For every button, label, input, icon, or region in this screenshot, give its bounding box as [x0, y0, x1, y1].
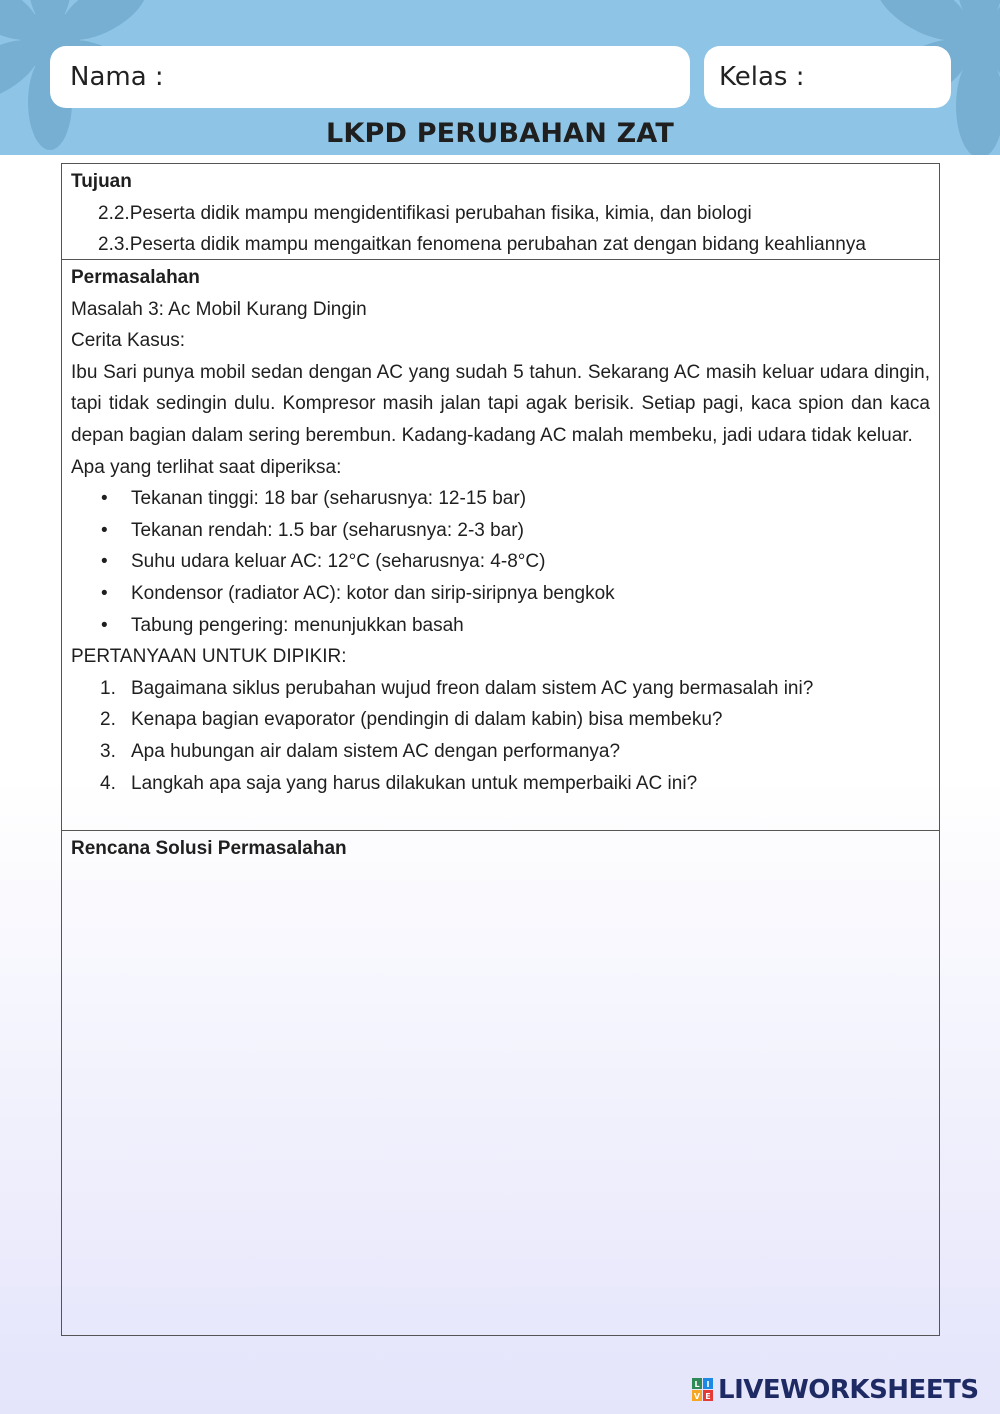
- tujuan-item: 2.3.Peserta didik mampu mengaitkan fenomena perubahan zat dengan bidang keahliannya: [98, 234, 866, 256]
- nama-field[interactable]: [50, 46, 690, 108]
- pertanyaan-item: 3. Apa hubungan air dalam sistem AC dengan performanya?: [100, 740, 621, 762]
- svg-text:V: V: [693, 1392, 701, 1401]
- bullet-icon: •: [101, 582, 108, 604]
- pertanyaan-label: PERTANYAAN UNTUK DIPIKIR:: [71, 646, 347, 668]
- svg-text:L: L: [694, 1380, 700, 1389]
- kelas-label: Kelas :: [719, 62, 805, 92]
- nama-label: Nama :: [70, 62, 164, 92]
- kelas-field[interactable]: [704, 46, 951, 108]
- bullet-icon: •: [101, 551, 108, 573]
- header-banner: [0, 0, 1000, 155]
- liveworksheets-logo: [692, 1374, 979, 1406]
- observasi-item: • Tabung pengering: menunjukkan basah: [71, 610, 930, 642]
- observasi-item: • Suhu udara keluar AC: 12°C (seharusnya: 4-8°C): [71, 546, 930, 578]
- observasi-item: • Kondensor (radiator AC): kotor dan sirip-siripnya bengkok: [71, 578, 930, 610]
- bullet-icon: •: [101, 519, 108, 541]
- bullet-icon: •: [101, 614, 108, 636]
- observasi-item: • Tekanan rendah: 1.5 bar (seharusnya: 2-3 bar): [71, 515, 930, 547]
- tujuan-section: [62, 164, 939, 260]
- solusi-section[interactable]: [62, 831, 939, 1335]
- logo-text: LIVEWORKSHEETS: [718, 1375, 979, 1405]
- permasalahan-section: [62, 260, 939, 831]
- pertanyaan-item: 4. Langkah apa saja yang harus dilakukan untuk memperbaiki AC ini?: [100, 772, 698, 794]
- observasi-label: Apa yang terlihat saat diperiksa:: [71, 456, 342, 478]
- pertanyaan-item: 2. Kenapa bagian evaporator (pendingin di dalam kabin) bisa membeku?: [100, 709, 723, 731]
- bullet-icon: •: [101, 488, 108, 510]
- page-title: LKPD PERUBAHAN ZAT: [325, 118, 675, 149]
- cerita-label: Cerita Kasus:: [71, 330, 186, 352]
- observasi-item: • Tekanan tinggi: 18 bar (seharusnya: 12-15 bar): [71, 483, 930, 515]
- tujuan-heading: Tujuan: [71, 171, 132, 192]
- permasalahan-heading: Permasalahan: [71, 267, 200, 288]
- masalah-title: Masalah 3: Ac Mobil Kurang Dingin: [71, 298, 367, 320]
- svg-text:I: I: [706, 1380, 710, 1389]
- pertanyaan-item: 1. Bagaimana siklus perubahan wujud freon dalam sistem AC yang bermasalah ini?: [100, 677, 814, 699]
- live-badge-icon: [692, 1378, 714, 1402]
- svg-text:E: E: [705, 1392, 711, 1401]
- solusi-heading: Rencana Solusi Permasalahan: [71, 838, 347, 859]
- worksheet-table: [61, 163, 940, 1336]
- tujuan-item: 2.2.Peserta didik mampu mengidentifikasi perubahan fisika, kimia, dan biologi: [98, 202, 752, 224]
- cerita-paragraph: Ibu Sari punya mobil sedan dengan AC yang sudah 5 tahun. Sekarang AC masih keluar udara dingin, tapi tidak sedingin dulu. Kompresor masih jalan tapi agak berisik. Setiap pagi, kaca spion dan kaca depan bagian dalam sering berembun. Kadang-kadang AC malah membeku, jadi udara tidak keluar.: [71, 361, 930, 446]
